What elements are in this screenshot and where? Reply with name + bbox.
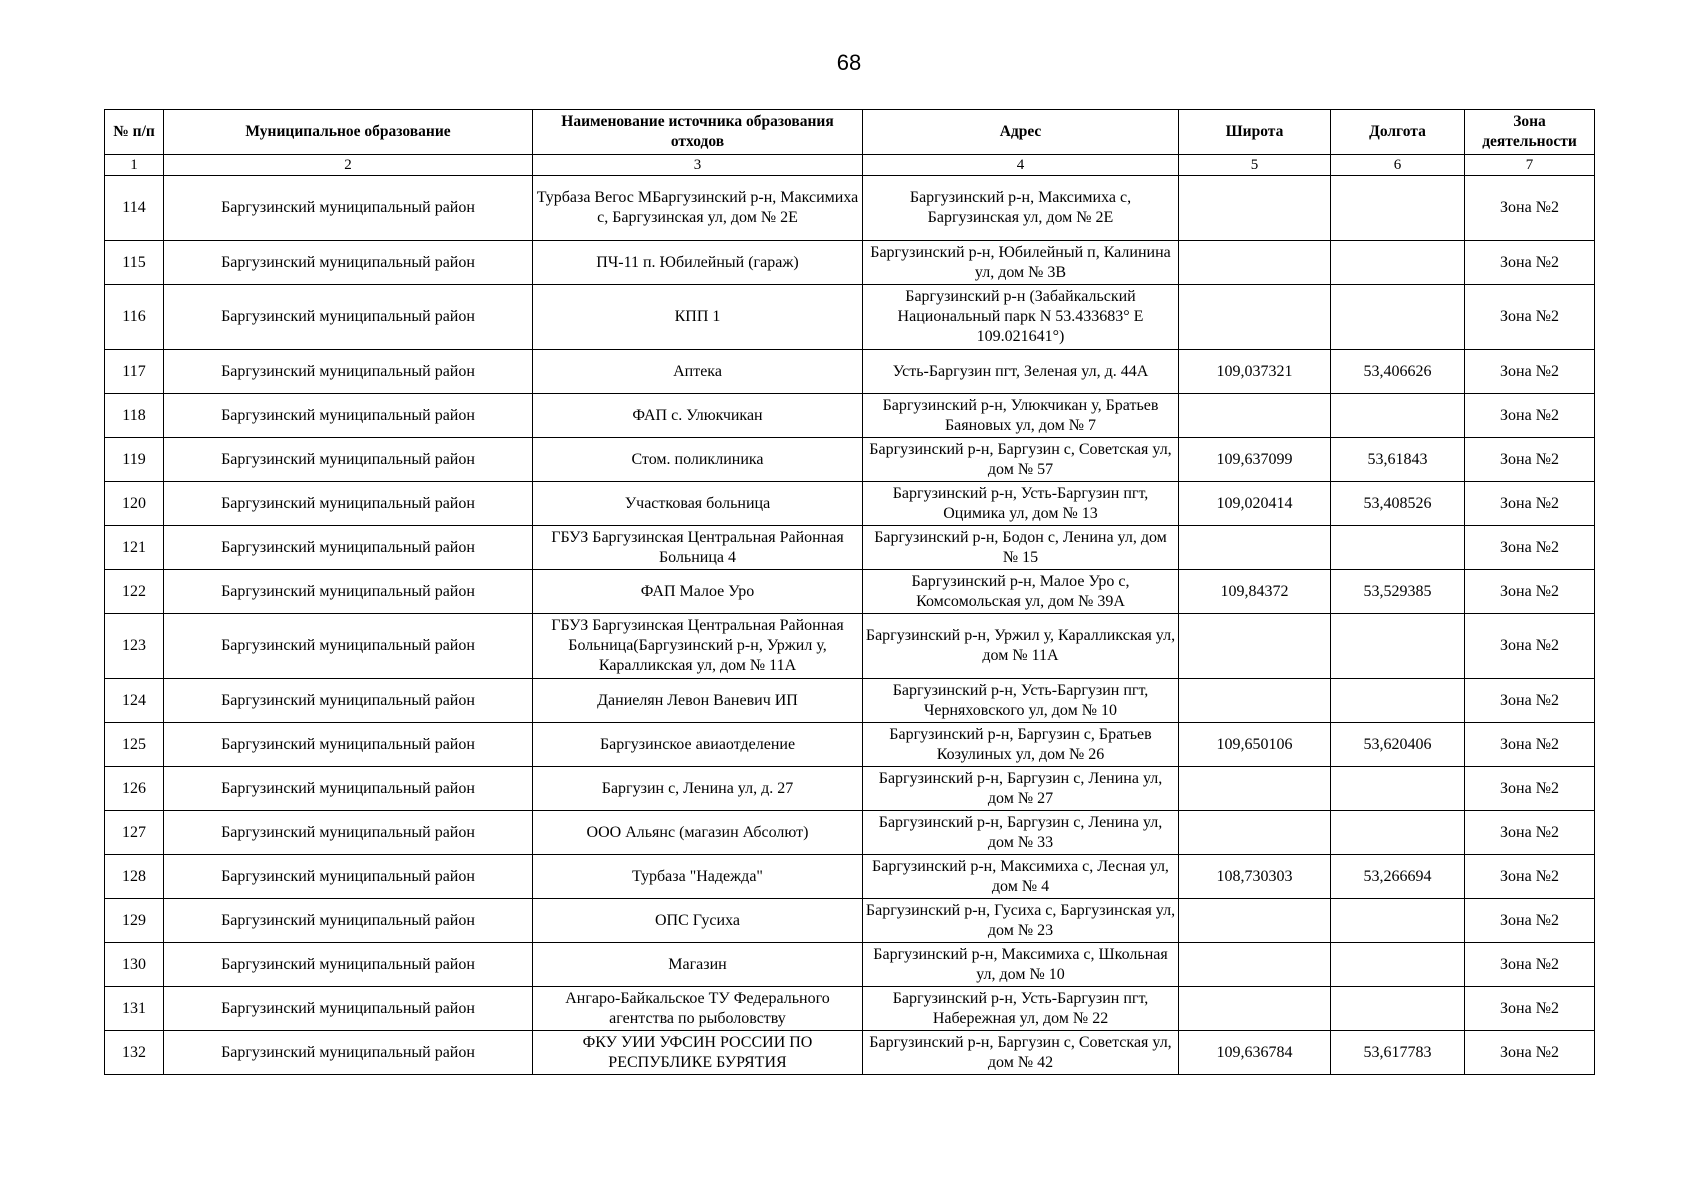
column-number-row xyxy=(105,155,1595,176)
cell-longitude xyxy=(1331,899,1465,943)
cell-longitude xyxy=(1331,394,1465,438)
header-row xyxy=(105,110,1595,155)
cell-source-name: ГБУЗ Баргузинская Центральная Районная Больница 4 xyxy=(533,526,863,570)
cell-zone: Зона №2 xyxy=(1465,241,1595,285)
cell-latitude xyxy=(1179,526,1331,570)
cell-longitude xyxy=(1331,285,1465,350)
column-number: 6 xyxy=(1331,155,1465,176)
cell-latitude: 109,637099 xyxy=(1179,438,1331,482)
cell-latitude xyxy=(1179,285,1331,350)
cell-longitude xyxy=(1331,176,1465,241)
cell-longitude xyxy=(1331,241,1465,285)
cell-latitude: 109,84372 xyxy=(1179,570,1331,614)
cell-address: Баргузинский р-н, Баргузин с, Братьев Козулиных ул, дом № 26 xyxy=(863,723,1179,767)
cell-address: Баргузинский р-н, Гусиха с, Баргузинская ул, дом № 23 xyxy=(863,899,1179,943)
table-row xyxy=(105,394,1595,438)
table-row xyxy=(105,526,1595,570)
header-row-number: № п/п xyxy=(105,110,164,155)
table-row xyxy=(105,855,1595,899)
cell-address: Баргузинский р-н, Уржил у, Каралликская ул, дом № 11А xyxy=(863,614,1179,679)
cell-longitude: 53,408526 xyxy=(1331,482,1465,526)
cell-zone: Зона №2 xyxy=(1465,767,1595,811)
cell-zone: Зона №2 xyxy=(1465,482,1595,526)
cell-longitude: 53,620406 xyxy=(1331,723,1465,767)
cell-row-number: 114 xyxy=(105,176,164,241)
cell-zone: Зона №2 xyxy=(1465,394,1595,438)
table-row xyxy=(105,614,1595,679)
cell-zone: Зона №2 xyxy=(1465,855,1595,899)
table-row xyxy=(105,241,1595,285)
cell-row-number: 121 xyxy=(105,526,164,570)
cell-source-name: Аптека xyxy=(533,350,863,394)
cell-longitude: 53,61843 xyxy=(1331,438,1465,482)
table-row xyxy=(105,943,1595,987)
cell-longitude: 53,406626 xyxy=(1331,350,1465,394)
cell-address: Баргузинский р-н, Максимиха с, Школьная ул, дом № 10 xyxy=(863,943,1179,987)
cell-municipality: Баргузинский муниципальный район xyxy=(164,811,533,855)
table-row xyxy=(105,285,1595,350)
table-row xyxy=(105,723,1595,767)
table-row xyxy=(105,482,1595,526)
cell-source-name: КПП 1 xyxy=(533,285,863,350)
header-zone: Зона деятельности xyxy=(1465,110,1595,155)
column-number: 7 xyxy=(1465,155,1595,176)
cell-municipality: Баргузинский муниципальный район xyxy=(164,855,533,899)
cell-municipality: Баргузинский муниципальный район xyxy=(164,767,533,811)
cell-zone: Зона №2 xyxy=(1465,987,1595,1031)
cell-longitude xyxy=(1331,679,1465,723)
cell-source-name: ПЧ-11 п. Юбилейный (гараж) xyxy=(533,241,863,285)
cell-latitude: 109,636784 xyxy=(1179,1031,1331,1075)
cell-longitude: 53,617783 xyxy=(1331,1031,1465,1075)
column-number: 3 xyxy=(533,155,863,176)
cell-row-number: 128 xyxy=(105,855,164,899)
cell-zone: Зона №2 xyxy=(1465,943,1595,987)
header-municipality: Муниципальное образование xyxy=(164,110,533,155)
cell-zone: Зона №2 xyxy=(1465,899,1595,943)
cell-row-number: 119 xyxy=(105,438,164,482)
cell-zone: Зона №2 xyxy=(1465,679,1595,723)
cell-source-name: Баргузинское авиаотделение xyxy=(533,723,863,767)
cell-municipality: Баргузинский муниципальный район xyxy=(164,241,533,285)
cell-zone: Зона №2 xyxy=(1465,285,1595,350)
cell-zone: Зона №2 xyxy=(1465,614,1595,679)
cell-latitude xyxy=(1179,614,1331,679)
cell-longitude xyxy=(1331,526,1465,570)
cell-address: Баргузинский р-н, Усть-Баргузин пгт, Набережная ул, дом № 22 xyxy=(863,987,1179,1031)
table-row xyxy=(105,438,1595,482)
cell-latitude xyxy=(1179,899,1331,943)
cell-latitude xyxy=(1179,943,1331,987)
cell-municipality: Баргузинский муниципальный район xyxy=(164,570,533,614)
cell-longitude xyxy=(1331,811,1465,855)
table-row xyxy=(105,899,1595,943)
cell-municipality: Баргузинский муниципальный район xyxy=(164,679,533,723)
cell-source-name: Ангаро-Байкальское ТУ Федерального агентства по рыболовству xyxy=(533,987,863,1031)
cell-source-name: ФКУ УИИ УФСИН РОССИИ ПО РЕСПУБЛИКЕ БУРЯТИЯ xyxy=(533,1031,863,1075)
cell-row-number: 116 xyxy=(105,285,164,350)
cell-latitude xyxy=(1179,811,1331,855)
cell-source-name: ФАП с. Улюкчикан xyxy=(533,394,863,438)
cell-address: Баргузинский р-н, Максимиха с, Баргузинская ул, дом № 2Е xyxy=(863,176,1179,241)
cell-row-number: 132 xyxy=(105,1031,164,1075)
cell-municipality: Баргузинский муниципальный район xyxy=(164,943,533,987)
cell-latitude xyxy=(1179,176,1331,241)
cell-row-number: 117 xyxy=(105,350,164,394)
cell-row-number: 118 xyxy=(105,394,164,438)
cell-longitude xyxy=(1331,987,1465,1031)
cell-row-number: 131 xyxy=(105,987,164,1031)
cell-source-name: ОПС Гусиха xyxy=(533,899,863,943)
cell-source-name: ООО Альянс (магазин Абсолют) xyxy=(533,811,863,855)
table-row xyxy=(105,1031,1595,1075)
cell-longitude: 53,266694 xyxy=(1331,855,1465,899)
table-row xyxy=(105,987,1595,1031)
cell-municipality: Баргузинский муниципальный район xyxy=(164,899,533,943)
cell-address: Баргузинский р-н, Юбилейный п, Калинина ул, дом № 3В xyxy=(863,241,1179,285)
cell-address: Баргузинский р-н, Улюкчикан у, Братьев Баяновых ул, дом № 7 xyxy=(863,394,1179,438)
header-latitude: Широта xyxy=(1179,110,1331,155)
cell-row-number: 120 xyxy=(105,482,164,526)
cell-address: Баргузинский р-н, Баргузин с, Советская ул, дом № 57 xyxy=(863,438,1179,482)
column-number: 2 xyxy=(164,155,533,176)
cell-latitude: 109,020414 xyxy=(1179,482,1331,526)
cell-municipality: Баргузинский муниципальный район xyxy=(164,482,533,526)
table-row xyxy=(105,176,1595,241)
cell-source-name: Баргузин с, Ленина ул, д. 27 xyxy=(533,767,863,811)
cell-municipality: Баргузинский муниципальный район xyxy=(164,285,533,350)
cell-source-name: Магазин xyxy=(533,943,863,987)
cell-zone: Зона №2 xyxy=(1465,811,1595,855)
cell-address: Усть-Баргузин пгт, Зеленая ул, д. 44А xyxy=(863,350,1179,394)
cell-row-number: 125 xyxy=(105,723,164,767)
cell-row-number: 123 xyxy=(105,614,164,679)
cell-source-name: Участковая больница xyxy=(533,482,863,526)
column-number: 4 xyxy=(863,155,1179,176)
cell-address: Баргузинский р-н, Максимиха с, Лесная ул, дом № 4 xyxy=(863,855,1179,899)
cell-row-number: 122 xyxy=(105,570,164,614)
cell-zone: Зона №2 xyxy=(1465,1031,1595,1075)
cell-zone: Зона №2 xyxy=(1465,350,1595,394)
waste-sources-table xyxy=(104,109,1595,1075)
cell-municipality: Баргузинский муниципальный район xyxy=(164,723,533,767)
cell-address: Баргузинский р-н, Усть-Баргузин пгт, Оцимика ул, дом № 13 xyxy=(863,482,1179,526)
cell-source-name: Даниелян Левон Ваневич ИП xyxy=(533,679,863,723)
cell-zone: Зона №2 xyxy=(1465,723,1595,767)
cell-longitude: 53,529385 xyxy=(1331,570,1465,614)
header-address: Адрес xyxy=(863,110,1179,155)
column-number: 5 xyxy=(1179,155,1331,176)
cell-latitude: 109,650106 xyxy=(1179,723,1331,767)
table-row xyxy=(105,679,1595,723)
cell-municipality: Баргузинский муниципальный район xyxy=(164,394,533,438)
cell-source-name: ФАП Малое Уро xyxy=(533,570,863,614)
cell-row-number: 124 xyxy=(105,679,164,723)
table-row xyxy=(105,811,1595,855)
cell-row-number: 129 xyxy=(105,899,164,943)
cell-zone: Зона №2 xyxy=(1465,438,1595,482)
cell-municipality: Баргузинский муниципальный район xyxy=(164,1031,533,1075)
cell-municipality: Баргузинский муниципальный район xyxy=(164,438,533,482)
cell-source-name: Турбаза Вегос МБаргузинский р-н, Максимиха с, Баргузинская ул, дом № 2Е xyxy=(533,176,863,241)
cell-row-number: 115 xyxy=(105,241,164,285)
cell-source-name: Турбаза "Надежда" xyxy=(533,855,863,899)
cell-latitude xyxy=(1179,767,1331,811)
cell-zone: Зона №2 xyxy=(1465,176,1595,241)
cell-address: Баргузинский р-н, Малое Уро с, Комсомольская ул, дом № 39А xyxy=(863,570,1179,614)
cell-latitude: 108,730303 xyxy=(1179,855,1331,899)
cell-address: Баргузинский р-н, Бодон с, Ленина ул, дом № 15 xyxy=(863,526,1179,570)
header-source-name: Наименование источника образования отходов xyxy=(533,110,863,155)
cell-address: Баргузинский р-н, Баргузин с, Советская ул, дом № 42 xyxy=(863,1031,1179,1075)
cell-address: Баргузинский р-н, Баргузин с, Ленина ул, дом № 27 xyxy=(863,767,1179,811)
cell-zone: Зона №2 xyxy=(1465,526,1595,570)
cell-municipality: Баргузинский муниципальный район xyxy=(164,987,533,1031)
cell-source-name: Стом. поликлиника xyxy=(533,438,863,482)
cell-latitude xyxy=(1179,241,1331,285)
cell-longitude xyxy=(1331,767,1465,811)
cell-row-number: 126 xyxy=(105,767,164,811)
page-number: 68 xyxy=(836,50,862,75)
cell-row-number: 130 xyxy=(105,943,164,987)
cell-latitude xyxy=(1179,394,1331,438)
cell-row-number: 127 xyxy=(105,811,164,855)
cell-municipality: Баргузинский муниципальный район xyxy=(164,614,533,679)
cell-address: Баргузинский р-н (Забайкальский Национальный парк N 53.433683° E 109.021641°) xyxy=(863,285,1179,350)
header-longitude: Долгота xyxy=(1331,110,1465,155)
cell-latitude: 109,037321 xyxy=(1179,350,1331,394)
cell-municipality: Баргузинский муниципальный район xyxy=(164,350,533,394)
table-row xyxy=(105,767,1595,811)
table-row xyxy=(105,570,1595,614)
cell-municipality: Баргузинский муниципальный район xyxy=(164,526,533,570)
cell-address: Баргузинский р-н, Усть-Баргузин пгт, Черняховского ул, дом № 10 xyxy=(863,679,1179,723)
cell-zone: Зона №2 xyxy=(1465,570,1595,614)
cell-municipality: Баргузинский муниципальный район xyxy=(164,176,533,241)
cell-longitude xyxy=(1331,943,1465,987)
cell-latitude xyxy=(1179,679,1331,723)
cell-source-name: ГБУЗ Баргузинская Центральная Районная Больница(Баргузинский р-н, Уржил у, Каралликская ул, дом № 11А xyxy=(533,614,863,679)
cell-latitude xyxy=(1179,987,1331,1031)
table-row xyxy=(105,350,1595,394)
cell-longitude xyxy=(1331,614,1465,679)
cell-address: Баргузинский р-н, Баргузин с, Ленина ул, дом № 33 xyxy=(863,811,1179,855)
column-number: 1 xyxy=(105,155,164,176)
